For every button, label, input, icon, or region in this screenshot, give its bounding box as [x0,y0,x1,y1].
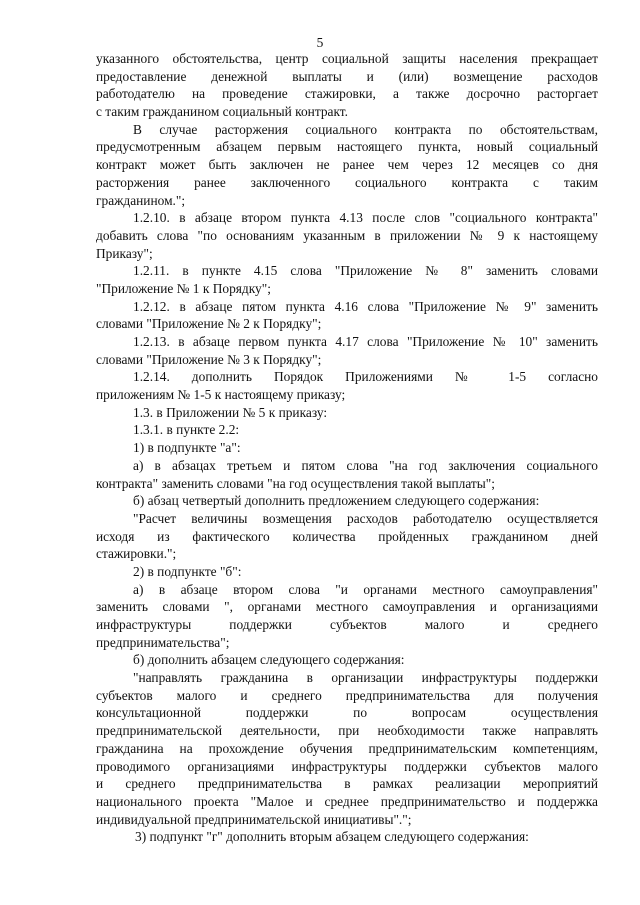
text-line: субъектов малого и среднего предпринимательства для получения [96,687,598,703]
text-line: контракт может быть заключен не ранее чем через 12 месяцев со дня [96,157,598,173]
text-line: контракта" заменить словами "на год осуществления такой выплаты"; [96,475,495,491]
paragraph [96,50,598,121]
text-line: исходя из фактического количества пройденных гражданином дней [96,528,598,544]
paragraph [96,333,598,368]
text-line: 1.2.11. в пункте 4.15 слова "Приложение № 8" заменить словами [133,263,598,279]
text-line: 1.2.13. в абзаце первом пункта 4.17 слова "Приложение № 10" заменить [133,334,598,349]
text-line: Приказу"; [96,245,153,261]
paragraph [96,563,598,581]
text-line: словами "Приложение № 3 к Порядку"; [96,351,322,367]
text-line: 1.3.1. в пункте 2.2: [133,422,240,438]
text-line: расторжения ранее заключенного социального контракта с таким [96,174,598,190]
text-line: 2) в подпункте "б": [133,563,242,579]
paragraph [96,581,598,652]
text-line: 1.2.14. дополнить Порядок Приложениями № 1-5 согласно [133,369,598,385]
text-line: словами "Приложение № 2 к Порядку"; [96,316,322,332]
text-line: 3) подпункт "г" дополнить вторым абзацем следующего содержания: [135,829,529,845]
text-line: а) в абзацах третьем и пятом слова "на год заключения социального [133,457,598,473]
page-number: 5 [316,35,324,50]
paragraph [96,492,598,510]
paragraph [96,439,598,457]
paragraph [96,368,598,403]
text-line: стажировки."; [96,546,177,562]
text-line: приложениям № 1-5 к настоящему приказу; [96,387,346,403]
paragraph [96,669,598,828]
paragraph [96,421,598,439]
text-line: работодателю на проведение стажировки, а также досрочно расторгает [96,86,598,102]
text-line: "направлять гражданина в организации инфраструктуры поддержки [133,670,598,686]
paragraph [96,209,598,262]
text-line: гражданина на прохождение обучения предпринимательским компетенциям, [96,740,598,756]
text-line: с таким гражданином социальный контракт. [96,104,349,120]
paragraph [96,510,598,563]
text-line: б) абзац четвертый дополнить предложением следующего содержания: [133,493,540,509]
document-body [96,50,598,846]
text-line: национального проекта "Малое и среднее предпринимательство и поддержка [96,793,598,809]
text-line: предусмотренным абзацем первым настоящего пункта, новый социальный [96,139,598,155]
paragraph [96,651,598,669]
text-line: указанного обстоятельства, центр социальной защиты населения прекращает [96,51,598,66]
paragraph [96,298,598,333]
text-line: "Приложение № 1 к Порядку"; [96,280,271,296]
paragraph [96,121,598,209]
text-line: предоставление денежной выплаты и (или) возмещение расходов [96,68,598,84]
text-line: 1.3. в Приложении № 5 к приказу: [133,404,328,420]
text-line: б) дополнить абзацем следующего содержания: [133,652,405,668]
text-line: консультационной поддержки по вопросам осуществления [96,705,598,721]
text-line: инфраструктуры поддержки субъектов малого и среднего [96,617,598,632]
text-line: предпринимательской деятельности, при необходимости также направлять [96,723,598,739]
text-line: заменить словами ", органами местного самоуправления и организациями [96,599,598,615]
text-line: проводимого организациями инфраструктуры поддержки субъектов малого [96,758,598,774]
paragraph [96,457,598,492]
text-line: добавить слова "по основаниям указанным в приложении № 9 к настоящему [96,227,598,243]
text-line: "Расчет величины возмещения расходов работодателю осуществляется [133,510,598,526]
paragraph [96,828,598,846]
text-line: 1.2.12. в абзаце пятом пункта 4.16 слова "Приложение № 9" заменить [133,298,598,314]
paragraph [96,262,598,297]
text-line: В случае расторжения социального контракта по обстоятельствам, [133,121,598,137]
text-line: 1.2.10. в абзаце втором пункта 4.13 после слов "социального контракта" [133,210,598,226]
text-line: гражданином."; [96,192,186,208]
text-line: предпринимательства"; [96,634,230,650]
paragraph [96,404,598,422]
text-line: а) в абзаце втором слова "и органами местного самоуправления" [133,581,598,597]
text-line: 1) в подпункте "а": [133,440,241,456]
text-line: индивидуальной предпринимательской инициативы"."; [96,811,412,827]
text-line: и среднего предпринимательства в рамках реализации мероприятий [96,776,598,792]
